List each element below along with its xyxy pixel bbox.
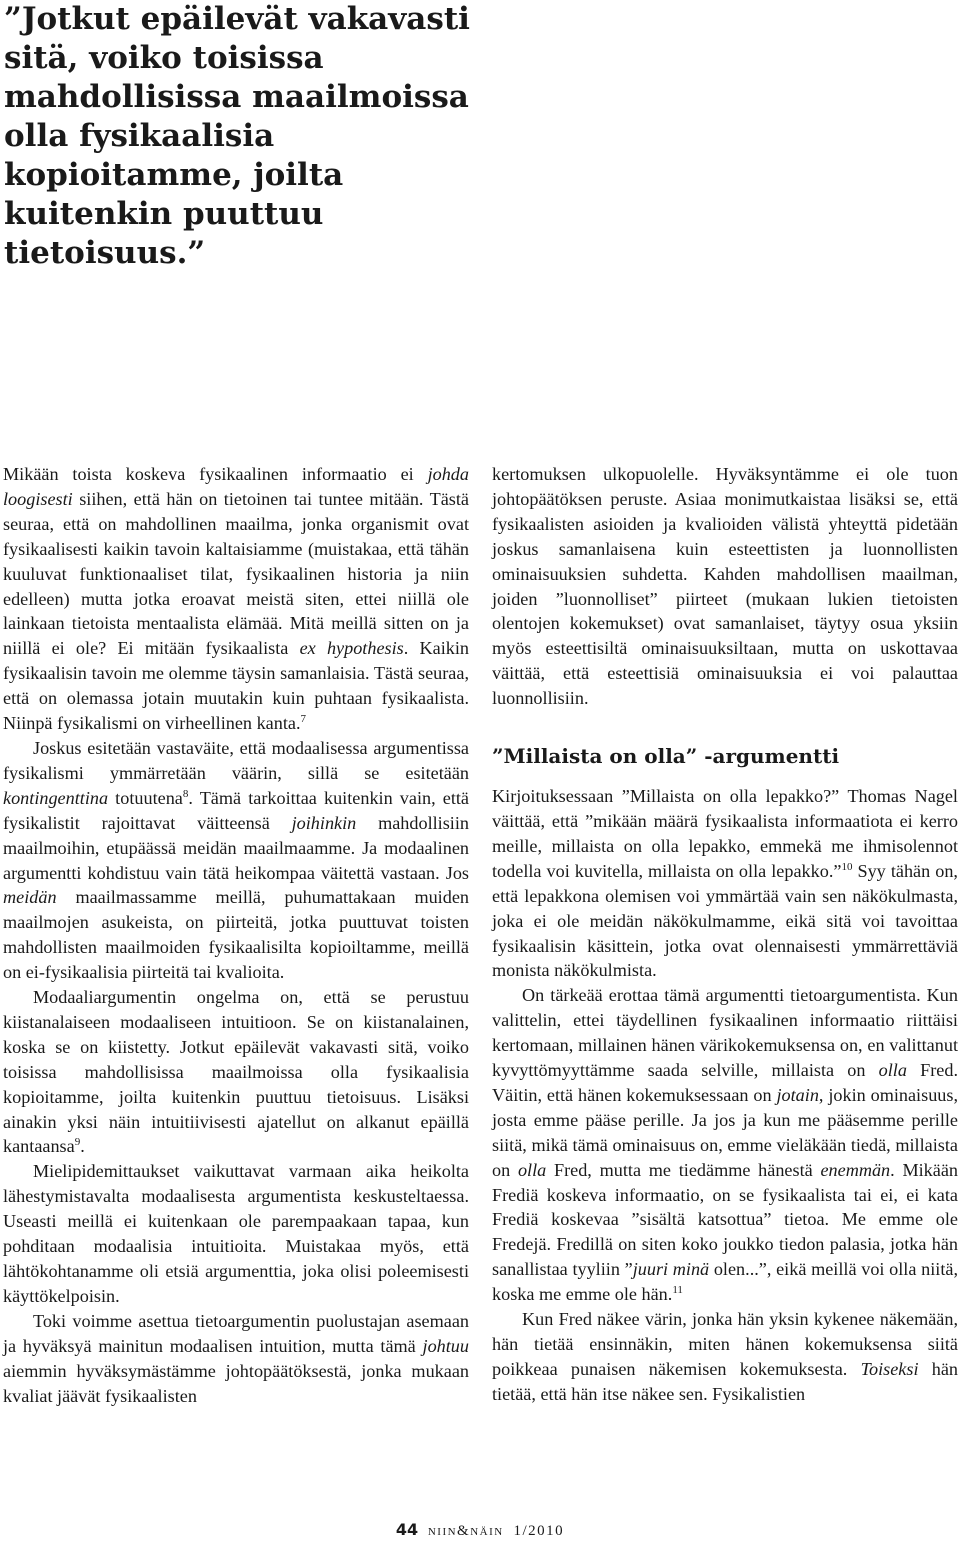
text-run: hän tietää, että hän itse näkee sen. Fysikalistien [492,1358,958,1404]
text-run: mahdollisiin maailmoihin, etupäässä meidän maailmaamme. Ja modaalinen argumentti kohdistuu vain tätä heikompaa väitettä vastaan. Jos [3,812,470,883]
emphasis: ex hypothesis [299,638,404,659]
footnote-ref[interactable]: 9 [74,1136,81,1149]
paragraph [3,1309,469,1409]
paragraph [492,784,958,983]
text-run: , jokin ominaisuus, josta emme pääse perille. Ja jos ja kun me pääsemme perille siitä, mikä tämä ominaisuus on, emme vieläkään tiedä, millaista on [492,1084,959,1180]
text-run: . Kaikin fysikaalisin tavoin me olemme täysin samanlaisia. Tästä seuraa, että on olemassa jotain muutakin kuin puhtaan fysikaalista. Niinpä fysikalismi on virheellinen kanta. [3,638,469,734]
paragraph [492,983,958,1307]
emphasis: johtuu [422,1335,469,1356]
emphasis: johda loogisesti [3,464,469,509]
emphasis: meidän [3,887,57,908]
page-footer [0,1520,960,1540]
text-run: Fred. Väitin, että hänen kokemuksessaan on [492,1060,958,1105]
emphasis: jotain [776,1084,819,1105]
magazine-name: niin&näin [427,1523,504,1539]
issue-number: 1/2010 [513,1523,565,1539]
footnote-ref[interactable]: 10 [841,860,853,873]
text-run: Joskus esitetään vastaväite, että modaalisessa argumentissa fysikalismi ymmärretään väärin, sillä se esitetään [3,737,469,783]
emphasis: juuri minä [632,1259,710,1280]
paragraph [3,736,469,985]
emphasis: enemmän [820,1159,891,1180]
text-run: siihen, että hän on tietoinen tai tuntee mitään. Tästä seuraa, että on mahdollinen maailma, jonka organismit ovat fysikaalisesti kaikin tavoin kaltaisiamme (muistakaa, että tähän kuuluvat funktionaaliset tilat, fysikaalinen historia ja niin edelleen) mutta jotka eroavat meistä siten, ettei niillä ole lainkaan tietoista mentaalista elämää. Mitä meillä sitten on ja niillä ei ole? Ei mitään fysikaalista [3,488,469,659]
emphasis: kontingenttina [3,787,109,808]
emphasis: olla [878,1060,907,1081]
text-run: Modaaliargumentin ongelma on, että se perustuu kiistanalaiseen modaaliseen intuitioon. Se on kiistanalainen, koska se on kiistetty. Jotkut epäilevät vakavasti sitä, voiko toisissa mahdollisissa maailmoissa olla fysikaalisia kopioitamme, joilta kuitenkin puuttuu tietoisuus. Lisäksi ainakin yksi näin intuitiivisesti ajatellut on alkanut epäillä kantaansa [3,987,469,1157]
text-run: . [80,1136,85,1157]
paragraph [3,462,469,736]
text-run: olen...”, eikä meillä voi olla niitä, koska me emme ole hän. [492,1259,958,1305]
text-run: Toki voimme asettua tietoargumentin puolustajan asemaan ja hyväksyä mainitun modaalisen intuition, mutta tämä [3,1310,469,1356]
text-run: Kirjoituksessaan ”Millaista on olla lepakko?” Thomas Nagel väittää, että ”mikään määrä fysikaalista informaatiota ei kerro meille, millaista on olla lepakko, emmekä me ihmisolennot todella voi kuvitella, millaista on olla lepakko.” [492,786,958,881]
text-run: On tärkeää erottaa tämä argumentti tietoargumentista. Kun valittelin, ettei täydellinen fysikaalinen informaatio riittäisi kertomaan, millainen hänen värikokemuksensa on, en valittanut kyvyttömyyttämme saada selville, millaista on [492,985,958,1081]
footnote-ref[interactable]: 8 [182,787,189,800]
page-number: 44 [395,1520,419,1539]
left-column [3,462,469,1408]
paragraph: kertomuksen ulkopuolelle. Hyväksyntämme ei ole tuon johtopäätöksen peruste. Asiaa monimutkaistaa lisäksi se, että fysikaalisten asioiden ja kvalioiden välistä yhteyttä pidetään joskus samanlaisena kuin esteettisten ja luonnollisten ominaisuuksien suhdetta. Kahden mahdollisen maailman, joiden ”luonnolliset” piirteet (mukaan lukien tietoisten olentojen kokemukset) ovat samanlaiset, täytyy osua yksiin myös esteettisiltä ominaisuuksiltaan, mutta on uskottavaa väittää, että esteettisiä ominaisuuksia ei voi palauttaa luonnollisiin. [492,464,958,709]
emphasis: joihinkin [291,812,357,833]
section-heading: ”Millaista on olla” -argumentti [492,744,840,769]
text-run: Fred, mutta me tiedämme hänestä [546,1159,821,1180]
text-run: . Tämä tarkoittaa kuitenkin vain, että fysikalistit rajoittavat väitteensä [3,787,470,833]
footnote-ref[interactable]: 7 [300,713,307,726]
text-run: Mikään toista koskeva fysikaalinen informaatio ei [3,464,428,484]
text-run: totuutena [108,787,183,808]
emphasis: olla [517,1159,547,1180]
text-run: Kun Fred näkee värin, jonka hän yksin kykenee näkemään, hän tietää ensinnäkin, miten hänen kokemuksensa siitä poikkeaa punaisen näkemisen kokemuksesta. [492,1309,958,1379]
text-run: aiemmin hyväksymästämme johtopäätöksestä, jonka mukaan kvaliat jäävät fysikaalisten [3,1360,469,1406]
emphasis: Toiseksi [860,1358,919,1379]
right-column [492,462,958,1407]
text-run: maailmassamme meillä, puhumattakaan muiden maailmojen asukeista, on piirteitä, jotka puuttuvat toisten mahdollisten maailmoiden fysikaalisilta kopioiltamme, meillä on ei-fysikaalisia piirteitä tai kvalioita. [3,887,469,983]
pull-quote: ”Jotkut epäilevät vakavasti sitä, voiko toisissa mahdollisissa maailmoissa olla fysikaalisia kopioitamme, joilta kuitenkin puuttuu tietoisuus.” [4,1,470,271]
text-run: Syy tähän on, että lepakkona olemisen voi ymmärtää vain sen näkökulmasta, joka ei ole meidän näkökulmamme, eikä sitä voi tavoittaa fysikaalisin käsittein, jotka ovat olennaisesti ymmärrettäviä monista näkökulmista. [492,860,958,981]
footnote-ref[interactable]: 11 [672,1284,683,1297]
paragraph [3,985,469,1159]
text-run: . Mikään Frediä koskeva informaatio, on se fysikaalista tai ei, ei kata Frediä koskevaa ”sisältä katsottua” tietoa. Me emme ole Fredejä. Fredillä on siten koko joukko tiedon palasia, jotka hän sanallistaa tyyliin ” [492,1159,959,1280]
paragraph: Mielipidemittaukset vaikuttavat varmaan aika heikolta lähestymistavalta modaalisesta argumentista keskusteltaessa. Useasti meillä ei kuitenkaan ole parempaakaan tapaa, kun pohditaan modaalisia intuitioita. Muistakaa myös, että lähtökohtanamme oli etsiä argumenttia, joka olisi poleemisesti käyttökelpoisin. [3,1161,469,1306]
paragraph [492,1307,958,1407]
